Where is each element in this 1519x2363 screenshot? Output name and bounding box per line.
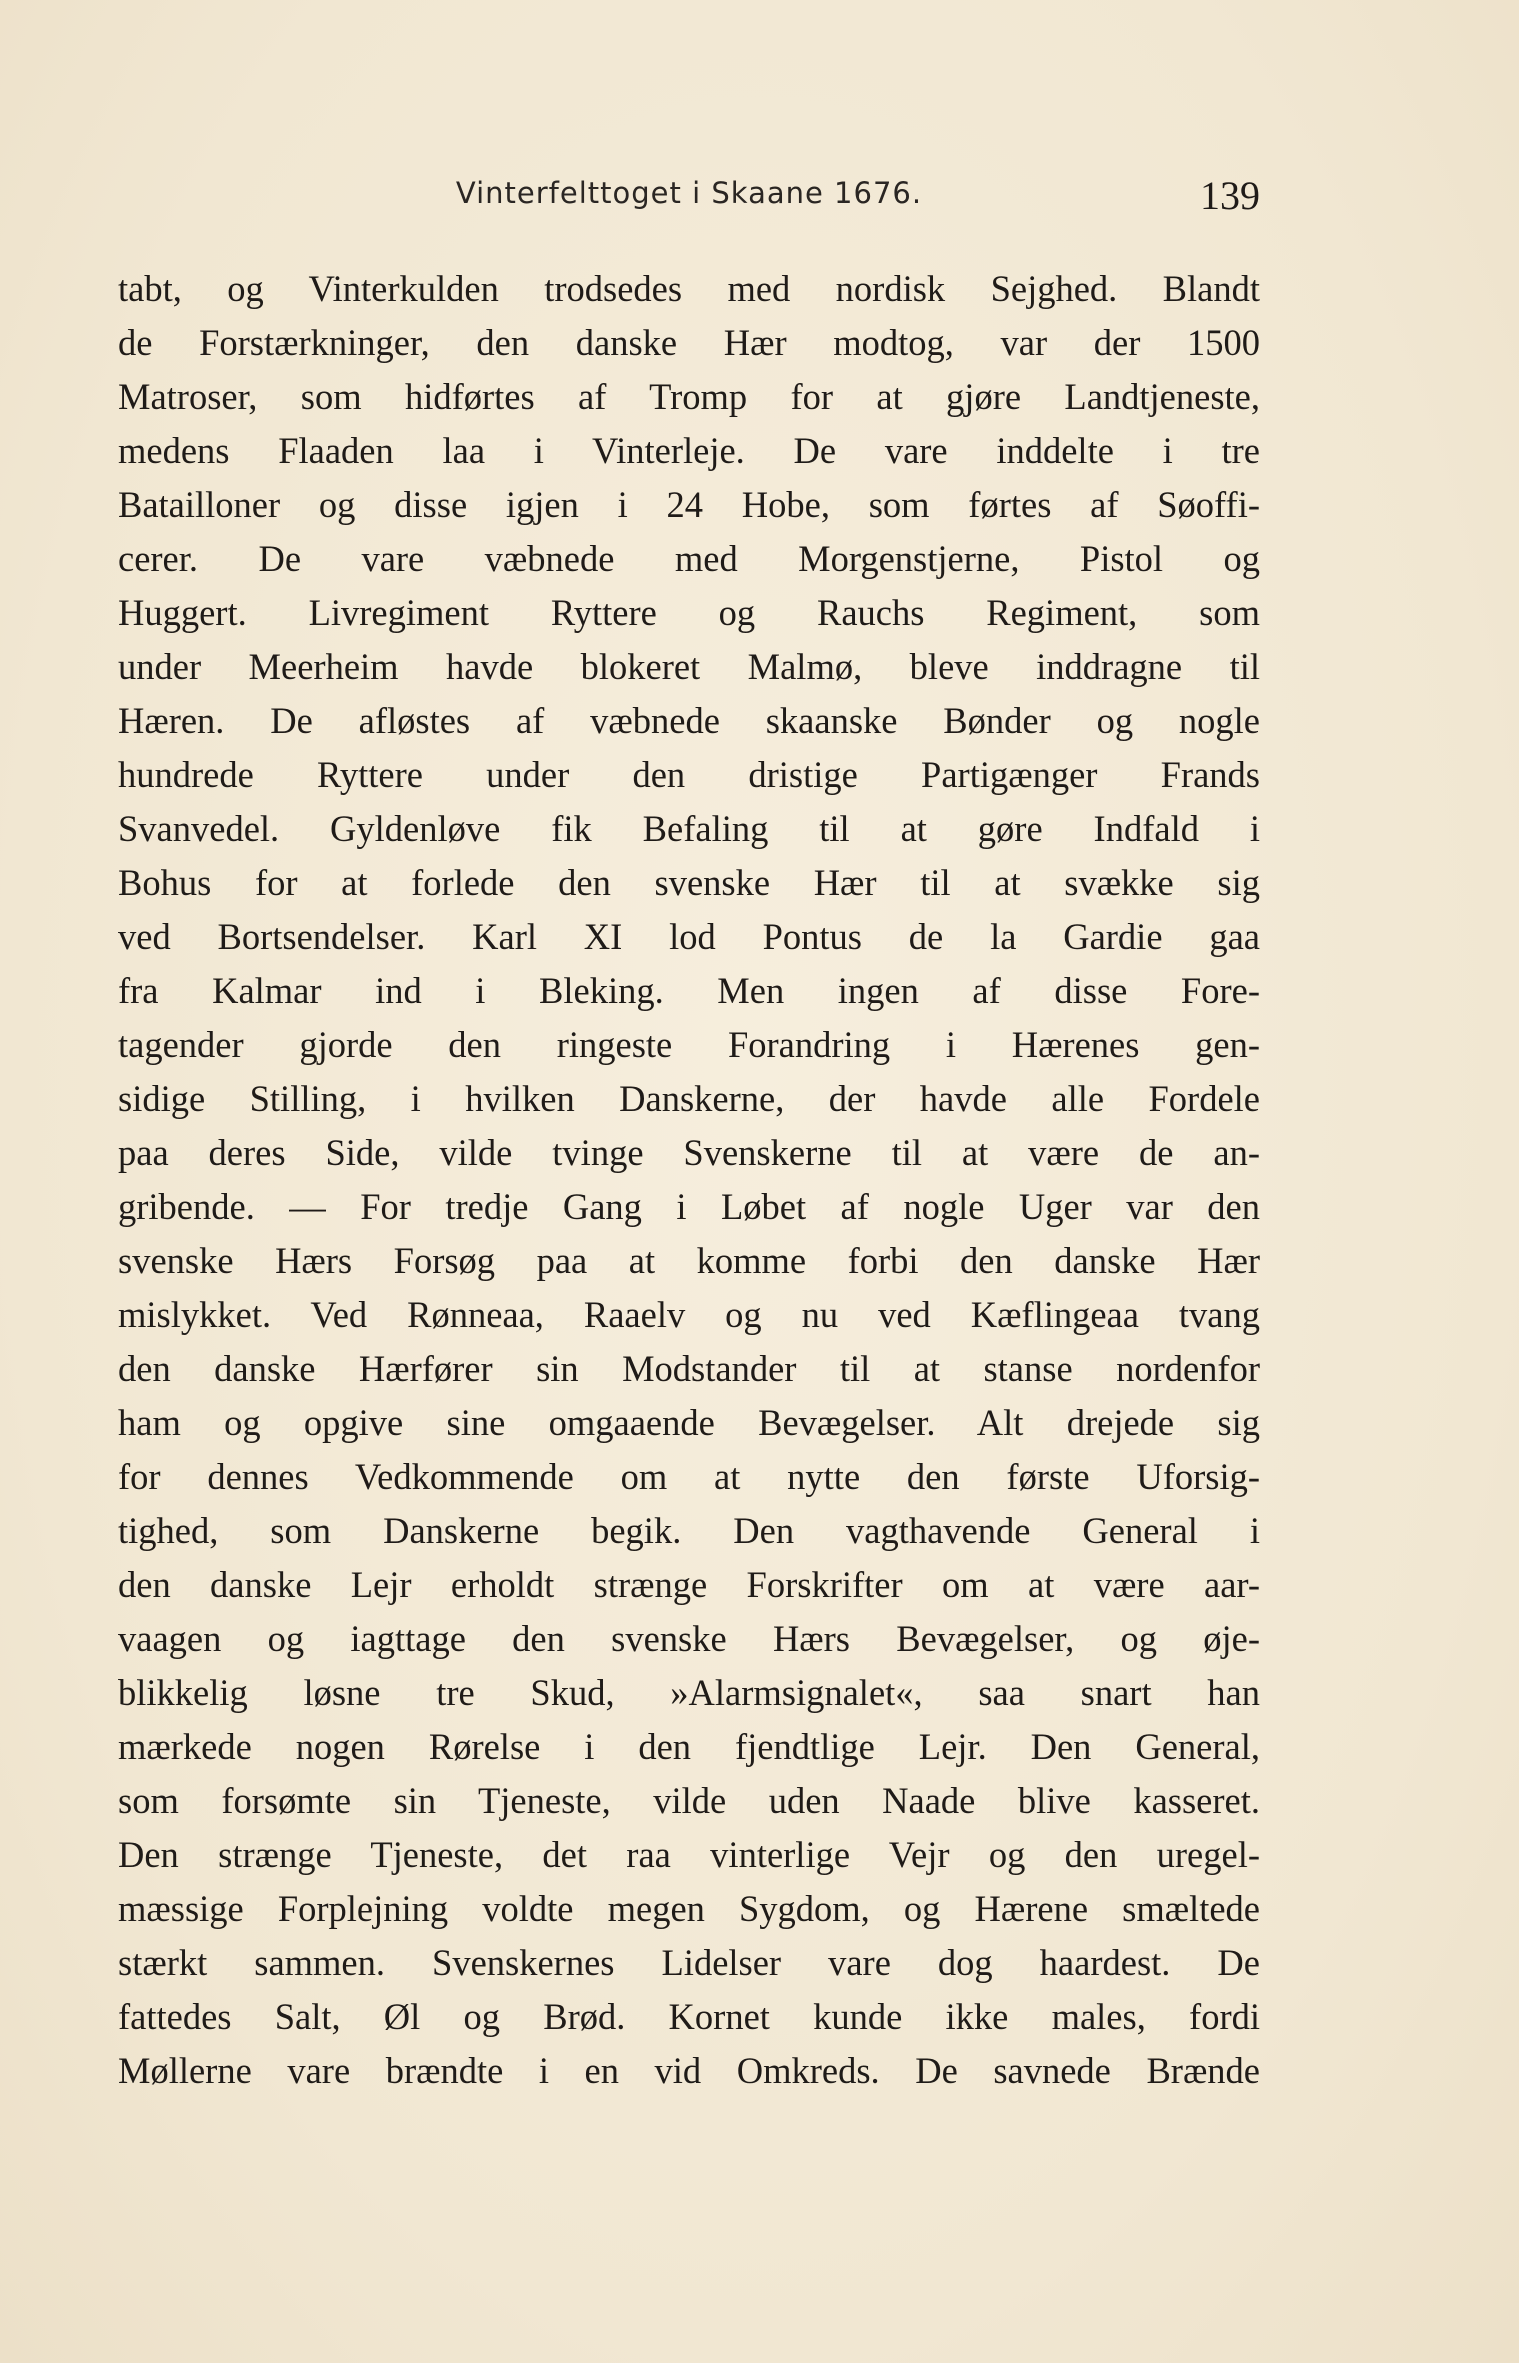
text-line: tagender gjorde den ringeste Forandring i Hærenes gen- — [118, 1024, 1260, 1065]
text-line: Bohus for at forlede den svenske Hær til at svække sig — [118, 862, 1260, 903]
text-line: Hæren. De afløstes af væbnede skaanske Bønder og nogle — [118, 700, 1260, 741]
text-line: de Forstærkninger, den danske Hær modtog, var der 1500 — [118, 322, 1260, 363]
text-line: mæssige Forplejning voldte megen Sygdom, og Hærene smæltede — [118, 1888, 1260, 1929]
text-line: ham og opgive sine omgaaende Bevægelser. Alt drejede sig — [118, 1402, 1260, 1443]
text-line: sidige Stilling, i hvilken Danskerne, der havde alle Fordele — [118, 1078, 1260, 1119]
text-line: den danske Lejr erholdt strænge Forskrifter om at være aar- — [118, 1564, 1260, 1605]
running-head — [118, 168, 1260, 228]
text-line: gribende. — For tredje Gang i Løbet af nogle Uger var den — [118, 1186, 1260, 1227]
text-line: ved Bortsendelser. Karl XI lod Pontus de la Gardie gaa — [118, 916, 1260, 957]
text-line: Svanvedel. Gyldenløve fik Befaling til at gøre Indfald i — [118, 808, 1260, 849]
text-line: mislykket. Ved Rønneaa, Raaelv og nu ved Kæflingeaa tvang — [118, 1294, 1260, 1335]
running-title: Vinterfelttoget i Skaane 1676. — [455, 176, 923, 210]
text-line: tabt, og Vinterkulden trodsedes med nordisk Sejghed. Blandt — [118, 268, 1260, 309]
text-line: vaagen og iagttage den svenske Hærs Bevægelser, og øje- — [118, 1618, 1260, 1659]
text-line: hundrede Ryttere under den dristige Partigænger Frands — [118, 754, 1260, 795]
text-line: svenske Hærs Forsøg paa at komme forbi den danske Hær — [118, 1240, 1260, 1281]
text-line: under Meerheim havde blokeret Malmø, bleve inddragne til — [118, 646, 1260, 687]
text-line: mærkede nogen Rørelse i den fjendtlige Lejr. Den General, — [118, 1726, 1260, 1767]
text-line: fattedes Salt, Øl og Brød. Kornet kunde ikke males, fordi — [118, 1996, 1260, 2037]
body-text — [118, 262, 1260, 2098]
text-line: tighed, som Danskerne begik. Den vagthavende General i — [118, 1510, 1260, 1551]
text-line: blikkelig løsne tre Skud, »Alarmsignalet«, saa snart han — [118, 1672, 1260, 1713]
text-line: som forsømte sin Tjeneste, vilde uden Naade blive kasseret. — [118, 1780, 1260, 1821]
text-line: for dennes Vedkommende om at nytte den første Uforsig- — [118, 1456, 1260, 1497]
text-line: medens Flaaden laa i Vinterleje. De vare inddelte i tre — [118, 430, 1260, 471]
text-line: Møllerne vare brændte i en vid Omkreds. De savnede Brænde — [118, 2050, 1260, 2091]
text-line: stærkt sammen. Svenskernes Lidelser vare dog haardest. De — [118, 1942, 1260, 1983]
text-line: Den strænge Tjeneste, det raa vinterlige Vejr og den uregel- — [118, 1834, 1260, 1875]
text-line: Huggert. Livregiment Ryttere og Rauchs Regiment, som — [118, 592, 1260, 633]
text-line: paa deres Side, vilde tvinge Svenskerne til at være de an- — [118, 1132, 1260, 1173]
text-line: fra Kalmar ind i Bleking. Men ingen af disse Fore- — [118, 970, 1260, 1011]
text-line: Batailloner og disse igjen i 24 Hobe, som førtes af Søoffi- — [118, 484, 1260, 525]
text-line: cerer. De vare væbnede med Morgenstjerne, Pistol og — [118, 538, 1260, 579]
text-line: Matroser, som hidførtes af Tromp for at gjøre Landtjeneste, — [118, 376, 1260, 417]
page-number: 139 — [1200, 173, 1260, 218]
text-line: den danske Hærfører sin Modstander til at stanse nordenfor — [118, 1348, 1260, 1389]
